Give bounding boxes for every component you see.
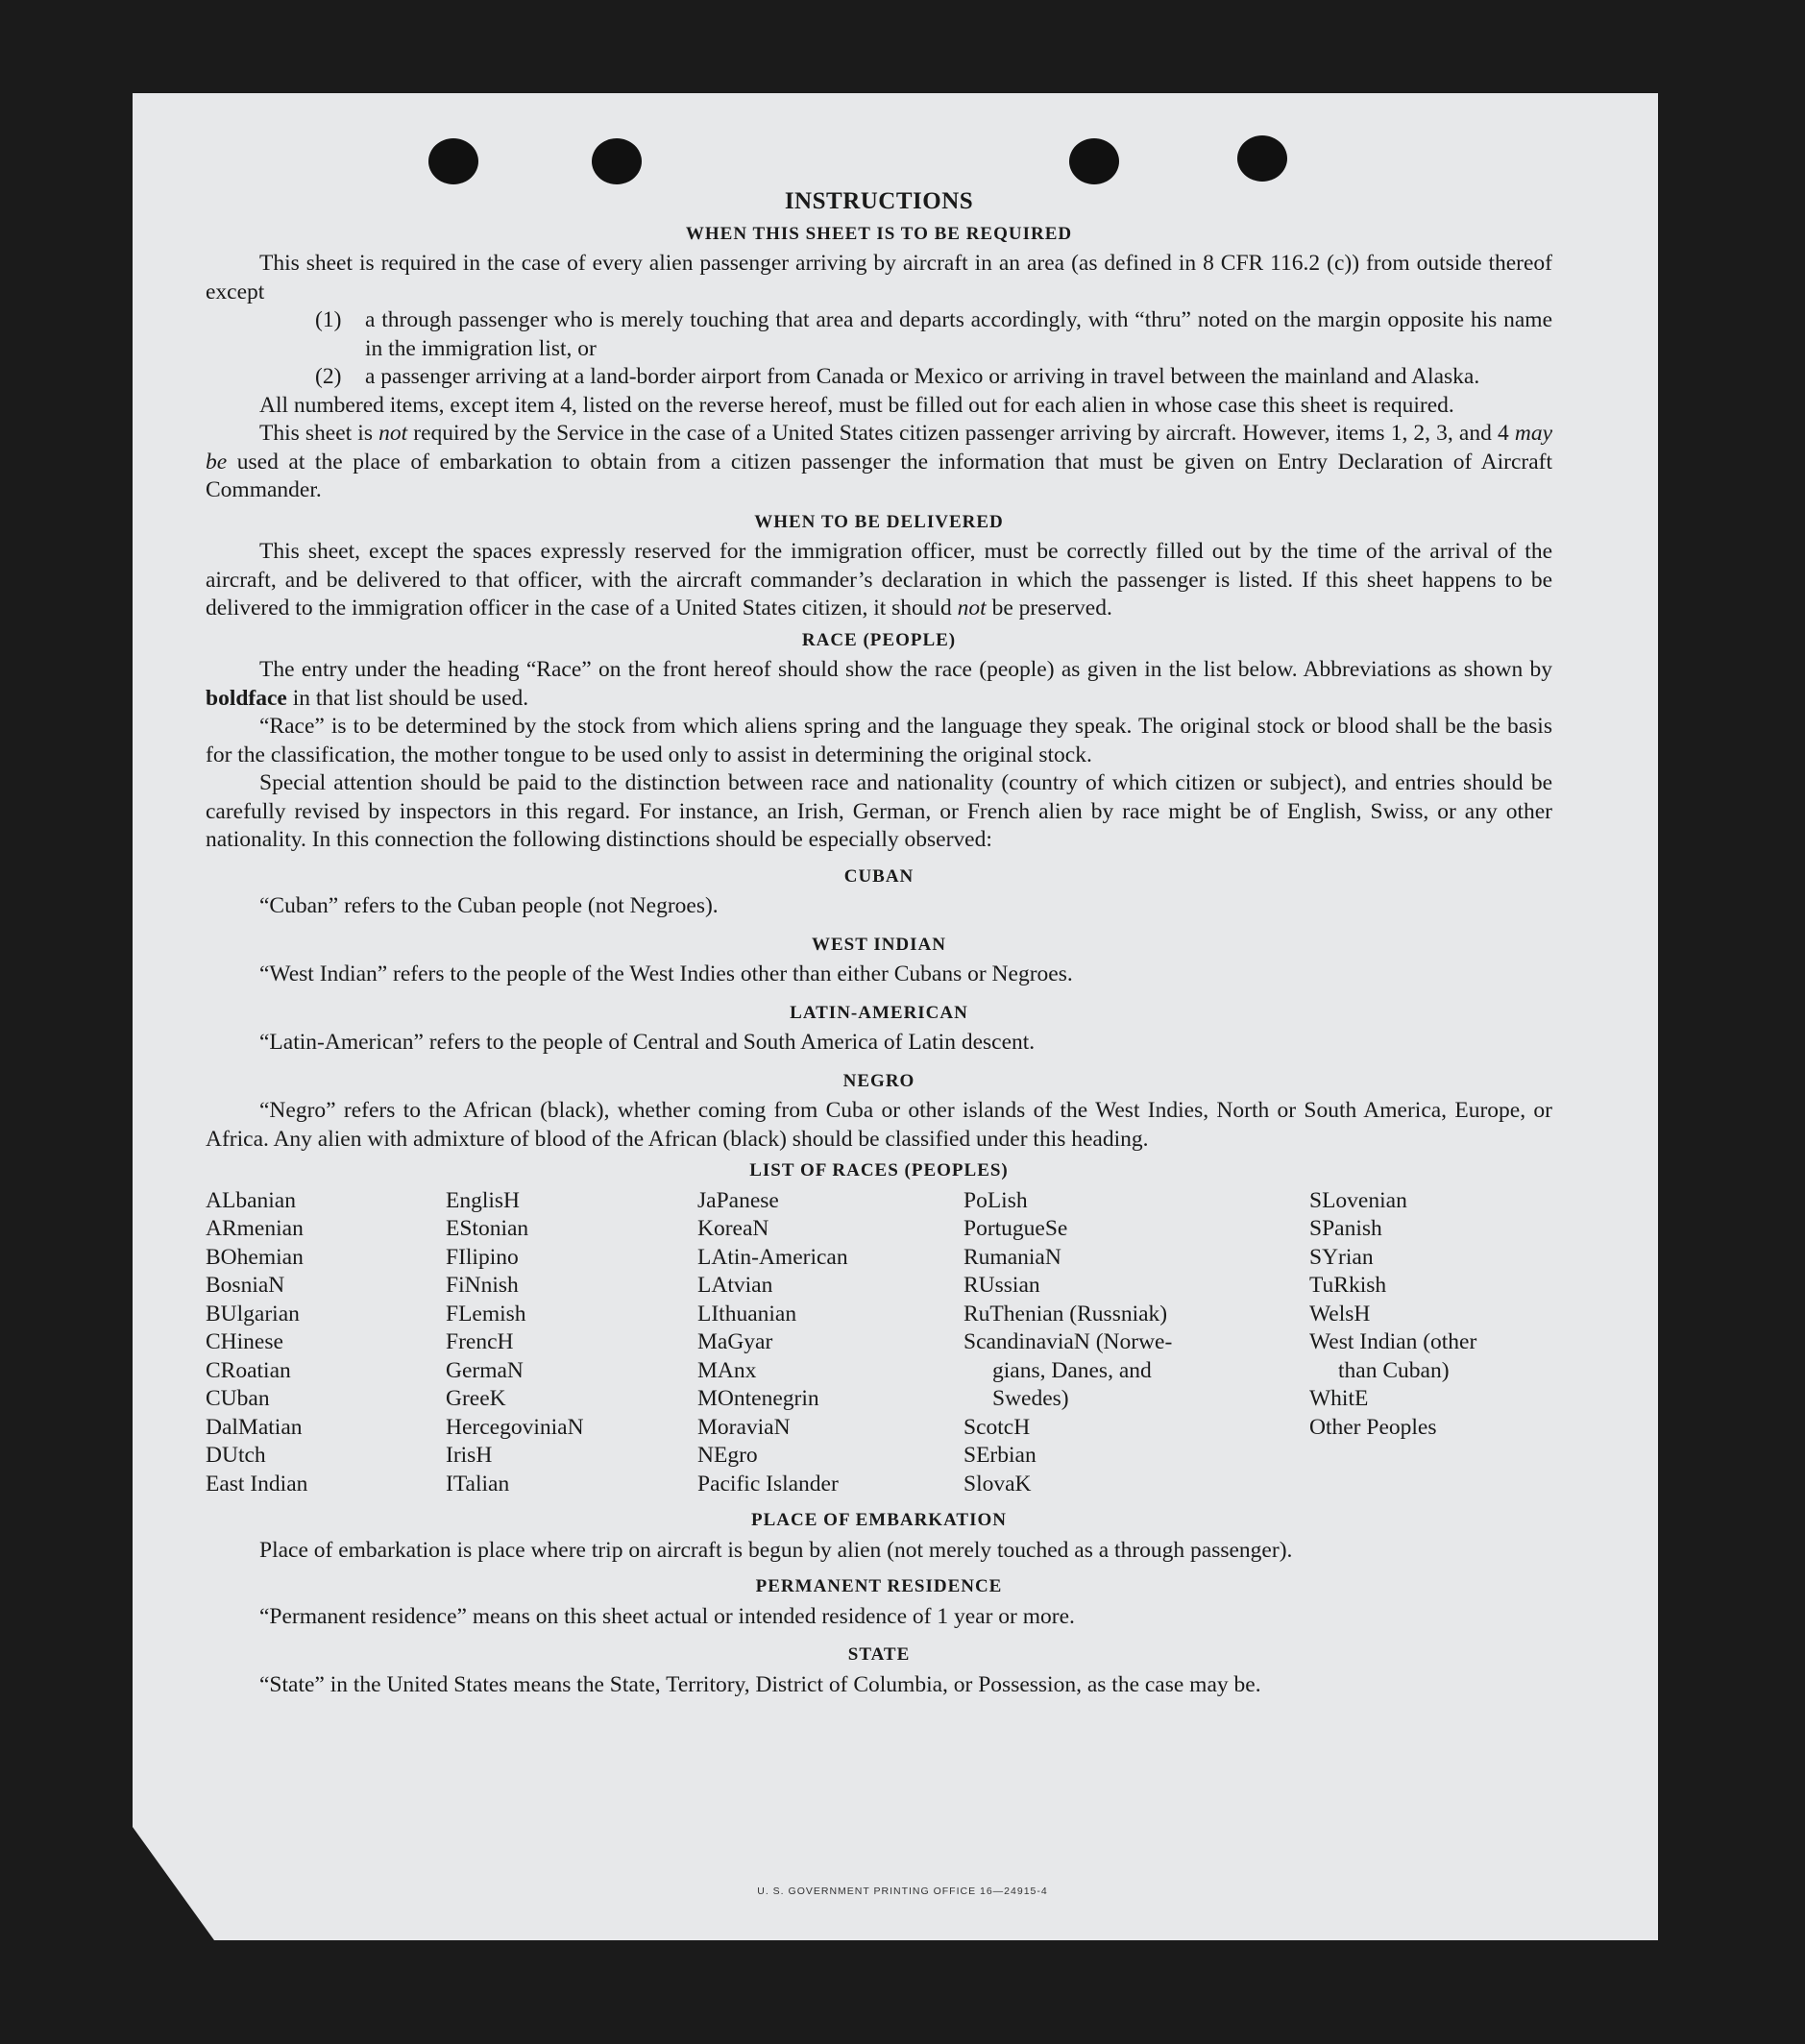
section-heading-state: STATE: [847, 1644, 911, 1665]
list-item: ALbanian: [206, 1187, 296, 1213]
item-text: a passenger arriving at a land-border airport from Canada or Mexico or arriving in travel between the mainland and Alaska.: [365, 364, 1480, 389]
paragraph: Special attention should be paid to the distinction between race and nationality (country of which citizen or subject), and entries should be carefully revised by inspectors in this regard. For instance, an Irish, German, or French alien by race might be of English, Swiss, or any other nationality. In this connection the following distinctions should be especially observed:: [206, 770, 1552, 852]
list-item: DUtch: [206, 1443, 266, 1468]
punch-hole: [592, 138, 642, 184]
list-item: RuThenian (Russniak): [963, 1301, 1168, 1326]
list-item: SLovenian: [1309, 1187, 1407, 1213]
list-item: ScotcH: [963, 1414, 1031, 1440]
paragraph: “Race” is to be determined by the stock from which aliens spring and the language they speak. The original stock or blood shall be the basis for the classification, the mother tongue to be used only to assist in determining the original stock.: [206, 714, 1552, 767]
list-item: EnglisH: [446, 1187, 521, 1213]
list-item: SlovaK: [963, 1471, 1032, 1496]
paragraph: “Negro” refers to the African (black), whether coming from Cuba or other islands of the West Indies, North or South America, Europe, or Africa. Any alien with admixture of blood of the African (black) should be classified under this heading.: [206, 1098, 1552, 1152]
section-heading-cuban: CUBAN: [843, 865, 915, 887]
list-item: BosniaN: [206, 1273, 285, 1298]
list-item: gians, Danes, and: [992, 1357, 1152, 1383]
section-heading-embarkation: PLACE OF EMBARKATION: [751, 1510, 1007, 1530]
races-column-4: [963, 1187, 1309, 1499]
list-item: CRoatian: [206, 1357, 291, 1383]
list-item: [315, 363, 1552, 392]
list-item: than Cuban): [1338, 1357, 1450, 1383]
item-text: a through passenger who is merely touching that area and departs accordingly, with “thru” noted on the margin opposite his name in the immigration list, or: [365, 307, 1552, 361]
list-item: West Indian (other: [1309, 1329, 1477, 1354]
item-number: (1): [315, 307, 342, 332]
section-heading-required: WHEN THIS SHEET IS TO BE REQUIRED: [685, 223, 1073, 244]
list-item: BOhemian: [206, 1244, 304, 1270]
list-item: SErbian: [963, 1443, 1037, 1468]
races-column-2: [446, 1187, 697, 1499]
section-heading-races: LIST OF RACES (PEOPLES): [749, 1160, 1009, 1180]
list-item: East Indian: [206, 1471, 308, 1496]
list-item: SPanish: [1309, 1216, 1382, 1241]
list-item: PoLish: [963, 1187, 1028, 1213]
list-item: MoraviaN: [697, 1414, 791, 1440]
races-column-5: [1309, 1187, 1552, 1499]
paragraph: Place of embarkation is place where trip on aircraft is begun by alien (not merely touched as a through passenger).: [259, 1537, 1293, 1563]
section-heading-latin-american: LATIN-AMERICAN: [790, 1002, 968, 1023]
list-item: GreeK: [446, 1386, 506, 1411]
list-item: LAtin-American: [697, 1244, 848, 1270]
list-item: ARmenian: [206, 1216, 304, 1241]
races-list: [206, 1187, 1552, 1499]
paragraph: “Permanent residence” means on this sheet actual or intended residence of 1 year or more.: [259, 1603, 1075, 1629]
list-item: KoreaN: [697, 1216, 769, 1241]
section-heading-delivered: WHEN TO BE DELIVERED: [754, 511, 1004, 532]
list-item: IrisH: [446, 1443, 493, 1468]
list-item: FrencH: [446, 1329, 514, 1354]
paragraph: This sheet, except the spaces expressly reserved for the immigration officer, must be correctly filled out by the time of the arrival of the aircraft, and be delivered to that officer, with the aircraft commander’s declaration in which the passenger is listed. If this sheet happens to be delivered to the immigration officer in the case of a United States citizen, it should not be preserved.: [206, 539, 1552, 620]
list-item: FLemish: [446, 1301, 526, 1326]
section-heading-negro: NEGRO: [842, 1070, 915, 1091]
list-item: SYrian: [1309, 1244, 1374, 1270]
list-item: [315, 306, 1552, 363]
list-item: CUban: [206, 1386, 270, 1411]
paragraph: All numbered items, except item 4, listed on the reverse hereof, must be filled out for each alien in whose case this sheet is required.: [259, 392, 1454, 418]
list-item: MOntenegrin: [697, 1386, 819, 1411]
punch-hole: [1069, 138, 1119, 184]
list-item: WelsH: [1309, 1301, 1371, 1326]
list-item: PortugueSe: [963, 1216, 1068, 1241]
section-heading-west-indian: WEST INDIAN: [812, 934, 946, 955]
section-heading-race: RACE (PEOPLE): [801, 629, 957, 650]
list-item: Pacific Islander: [697, 1471, 839, 1496]
list-item: TuRkish: [1309, 1273, 1387, 1298]
page-title: INSTRUCTIONS: [784, 188, 974, 214]
paragraph: The entry under the heading “Race” on the front hereof should show the race (people) as given in the list below. Abbreviations as shown by boldface in that list should be used.: [206, 657, 1552, 711]
list-item: LIthuanian: [697, 1301, 797, 1326]
paragraph: “Latin-American” refers to the people of Central and South America of Latin descent.: [259, 1030, 1036, 1055]
section-heading-residence: PERMANENT RESIDENCE: [755, 1576, 1003, 1596]
paragraph: “West Indian” refers to the people of the West Indies other than either Cubans or Negroes.: [259, 961, 1073, 986]
printing-office-footer: U. S. GOVERNMENT PRINTING OFFICE 16—24915-4: [757, 1886, 1048, 1897]
list-item: RUssian: [963, 1273, 1040, 1298]
list-item: BUlgarian: [206, 1301, 300, 1326]
list-item: NEgro: [697, 1443, 758, 1468]
paragraph: “State” in the United States means the State, Territory, District of Columbia, or Possession, as the case may be.: [259, 1671, 1261, 1697]
punch-hole: [1237, 135, 1287, 182]
paragraph: This sheet is not required by the Service in the case of a United States citizen passenger arriving by aircraft. However, items 1, 2, 3, and 4 may be used at the place of embarkation to obtain from a citizen passenger the information that must be given on Entry Declaration of Aircraft Commander.: [206, 421, 1552, 502]
item-number: (2): [315, 364, 342, 389]
list-item: CHinese: [206, 1329, 283, 1354]
list-item: Other Peoples: [1309, 1414, 1437, 1440]
list-item: ITalian: [446, 1471, 510, 1496]
list-item: FIlipino: [446, 1244, 519, 1270]
list-item: ScandinaviaN (Norwe-: [963, 1329, 1173, 1354]
list-item: LAtvian: [697, 1273, 773, 1298]
list-item: HercegoviniaN: [446, 1414, 584, 1440]
list-item: FiNnish: [446, 1273, 519, 1298]
paragraph: This sheet is required in the case of every alien passenger arriving by aircraft in an area (as defined in 8 CFR 116.2 (c)) from outside thereof except: [206, 251, 1552, 304]
list-item: MaGyar: [697, 1329, 773, 1354]
list-item: MAnx: [697, 1357, 757, 1383]
races-column-3: [697, 1187, 963, 1499]
list-item: Swedes): [992, 1386, 1069, 1411]
document-content: [206, 187, 1552, 1699]
list-item: GermaN: [446, 1357, 524, 1383]
punch-hole: [428, 138, 478, 184]
races-column-1: [206, 1187, 446, 1499]
list-item: WhitE: [1309, 1386, 1369, 1411]
list-item: DalMatian: [206, 1414, 303, 1440]
list-item: JaPanese: [697, 1187, 779, 1213]
list-item: RumaniaN: [963, 1244, 1061, 1270]
list-item: EStonian: [446, 1216, 529, 1241]
paragraph: “Cuban” refers to the Cuban people (not Negroes).: [259, 893, 719, 918]
